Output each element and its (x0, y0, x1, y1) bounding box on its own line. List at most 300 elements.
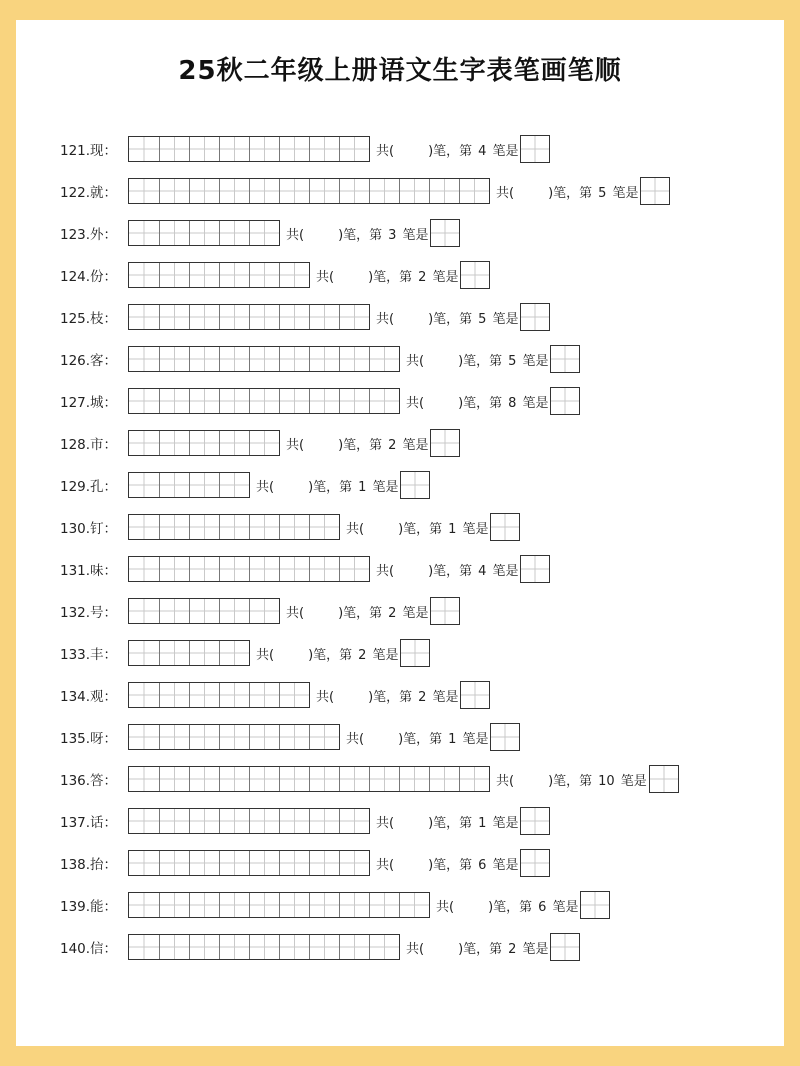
writing-cell[interactable] (339, 137, 369, 161)
writing-cell[interactable] (279, 557, 309, 581)
writing-cell[interactable] (339, 305, 369, 329)
total-suffix: )笔，第 (308, 479, 353, 495)
writing-cell[interactable] (159, 179, 189, 203)
writing-cell[interactable] (279, 347, 309, 371)
writing-cell[interactable] (189, 473, 219, 497)
writing-cell[interactable] (309, 389, 339, 413)
writing-cell[interactable] (129, 347, 159, 371)
total-prefix: 共( (316, 689, 335, 705)
stroke-number: 2 (418, 689, 427, 705)
writing-cell[interactable] (129, 893, 159, 917)
writing-cell[interactable] (129, 305, 159, 329)
writing-cell[interactable] (249, 221, 279, 245)
stroke-number: 5 (478, 311, 487, 327)
total-prefix: 共( (406, 353, 425, 369)
writing-cell[interactable] (129, 263, 159, 287)
stroke-order-grid[interactable] (128, 346, 400, 372)
writing-cell[interactable] (159, 683, 189, 707)
character-label: 122.就： (60, 185, 118, 201)
stroke-question (316, 266, 458, 285)
answer-box[interactable] (430, 429, 460, 457)
writing-cell[interactable] (129, 683, 159, 707)
writing-cell[interactable] (189, 137, 219, 161)
writing-cell[interactable] (129, 431, 159, 455)
writing-cell[interactable] (159, 347, 189, 371)
writing-cell[interactable] (279, 179, 309, 203)
writing-cell[interactable] (219, 221, 249, 245)
writing-cell[interactable] (159, 305, 189, 329)
writing-cell[interactable] (249, 305, 279, 329)
stroke-question (406, 392, 548, 411)
writing-cell[interactable] (219, 641, 249, 665)
total-prefix: 共( (376, 857, 395, 873)
character-label: 129.孔： (60, 479, 118, 495)
writing-cell[interactable] (279, 893, 309, 917)
character-list (60, 128, 679, 968)
stroke-suffix: 笔是 (462, 731, 489, 747)
writing-cell[interactable] (309, 515, 339, 539)
stroke-order-grid[interactable] (128, 766, 490, 792)
answer-box[interactable] (640, 177, 670, 205)
stroke-order-grid[interactable] (128, 934, 400, 960)
stroke-order-grid[interactable] (128, 388, 400, 414)
writing-cell[interactable] (249, 767, 279, 791)
writing-cell[interactable] (129, 389, 159, 413)
writing-cell[interactable] (369, 893, 399, 917)
writing-cell[interactable] (129, 473, 159, 497)
writing-cell[interactable] (219, 767, 249, 791)
writing-cell[interactable] (369, 935, 399, 959)
writing-cell[interactable] (339, 347, 369, 371)
stroke-suffix: 笔是 (522, 353, 549, 369)
answer-box[interactable] (580, 891, 610, 919)
stroke-question (286, 434, 428, 453)
writing-cell[interactable] (189, 431, 219, 455)
writing-cell[interactable] (159, 557, 189, 581)
answer-box[interactable] (520, 555, 550, 583)
writing-cell[interactable] (279, 389, 309, 413)
total-suffix: )笔，第 (428, 311, 473, 327)
total-suffix: )笔，第 (548, 773, 593, 789)
writing-cell[interactable] (189, 641, 219, 665)
writing-cell[interactable] (159, 809, 189, 833)
total-prefix: 共( (376, 311, 395, 327)
writing-cell[interactable] (309, 347, 339, 371)
writing-cell[interactable] (189, 179, 219, 203)
answer-box[interactable] (460, 261, 490, 289)
stroke-suffix: 笔是 (492, 311, 519, 327)
answer-box[interactable] (550, 345, 580, 373)
stroke-order-grid[interactable] (128, 430, 280, 456)
writing-cell[interactable] (249, 389, 279, 413)
character-row (60, 800, 679, 842)
writing-cell[interactable] (339, 557, 369, 581)
answer-box[interactable] (400, 639, 430, 667)
writing-cell[interactable] (339, 809, 369, 833)
writing-cell[interactable] (189, 683, 219, 707)
page-title: 25秋二年级上册语文生字表笔画笔顺 (178, 56, 622, 86)
writing-cell[interactable] (459, 179, 489, 203)
stroke-question (496, 182, 638, 201)
total-prefix: 共( (286, 437, 305, 453)
writing-cell[interactable] (219, 137, 249, 161)
total-suffix: )笔，第 (458, 395, 503, 411)
answer-box[interactable] (520, 807, 550, 835)
writing-cell[interactable] (219, 851, 249, 875)
writing-cell[interactable] (279, 725, 309, 749)
writing-cell[interactable] (249, 557, 279, 581)
stroke-order-grid[interactable] (128, 178, 490, 204)
answer-box[interactable] (430, 597, 460, 625)
writing-cell[interactable] (219, 389, 249, 413)
character-row (60, 380, 679, 422)
writing-cell[interactable] (129, 599, 159, 623)
writing-cell[interactable] (129, 767, 159, 791)
stroke-order-grid[interactable] (128, 850, 370, 876)
stroke-question (346, 728, 488, 747)
total-suffix: )笔，第 (368, 689, 413, 705)
total-suffix: )笔，第 (428, 857, 473, 873)
writing-cell[interactable] (159, 221, 189, 245)
writing-cell[interactable] (129, 557, 159, 581)
writing-cell[interactable] (399, 893, 429, 917)
writing-cell[interactable] (189, 725, 219, 749)
stroke-suffix: 笔是 (402, 437, 429, 453)
writing-cell[interactable] (339, 389, 369, 413)
writing-cell[interactable] (279, 935, 309, 959)
writing-cell[interactable] (339, 179, 369, 203)
writing-cell[interactable] (189, 851, 219, 875)
writing-cell[interactable] (339, 893, 369, 917)
writing-cell[interactable] (309, 725, 339, 749)
stroke-number: 2 (418, 269, 427, 285)
writing-cell[interactable] (189, 305, 219, 329)
total-suffix: )笔，第 (338, 227, 383, 243)
writing-cell[interactable] (189, 221, 219, 245)
writing-cell[interactable] (249, 179, 279, 203)
character-row (60, 170, 679, 212)
writing-cell[interactable] (219, 431, 249, 455)
writing-cell[interactable] (189, 599, 219, 623)
stroke-number: 8 (508, 395, 517, 411)
answer-box[interactable] (550, 933, 580, 961)
writing-cell[interactable] (249, 431, 279, 455)
stroke-suffix: 笔是 (432, 269, 459, 285)
writing-cell[interactable] (129, 641, 159, 665)
writing-cell[interactable] (219, 305, 249, 329)
writing-cell[interactable] (189, 263, 219, 287)
total-prefix: 共( (346, 521, 365, 537)
total-prefix: 共( (376, 815, 395, 831)
stroke-order-grid[interactable] (128, 808, 370, 834)
total-suffix: )笔，第 (428, 143, 473, 159)
writing-cell[interactable] (219, 557, 249, 581)
stroke-suffix: 笔是 (492, 815, 519, 831)
writing-cell[interactable] (129, 137, 159, 161)
character-label: 124.份： (60, 269, 118, 285)
writing-cell[interactable] (159, 935, 189, 959)
writing-cell[interactable] (279, 683, 309, 707)
writing-cell[interactable] (189, 767, 219, 791)
stroke-order-grid[interactable] (128, 892, 430, 918)
writing-cell[interactable] (249, 725, 279, 749)
writing-cell[interactable] (279, 137, 309, 161)
stroke-order-grid[interactable] (128, 514, 340, 540)
total-suffix: )笔，第 (368, 269, 413, 285)
character-row (60, 842, 679, 884)
writing-cell[interactable] (219, 683, 249, 707)
writing-cell[interactable] (159, 641, 189, 665)
writing-cell[interactable] (159, 473, 189, 497)
writing-cell[interactable] (309, 179, 339, 203)
writing-cell[interactable] (219, 515, 249, 539)
writing-cell[interactable] (189, 809, 219, 833)
character-row (60, 548, 679, 590)
writing-cell[interactable] (459, 767, 489, 791)
stroke-number: 5 (508, 353, 517, 369)
stroke-number: 10 (598, 773, 615, 789)
writing-cell[interactable] (219, 809, 249, 833)
writing-cell[interactable] (189, 893, 219, 917)
writing-cell[interactable] (219, 347, 249, 371)
stroke-question (496, 770, 647, 789)
answer-box[interactable] (460, 681, 490, 709)
character-label: 139.能： (60, 899, 118, 915)
answer-box[interactable] (490, 723, 520, 751)
stroke-number: 5 (598, 185, 607, 201)
writing-cell[interactable] (129, 851, 159, 875)
writing-cell[interactable] (309, 137, 339, 161)
total-suffix: )笔，第 (308, 647, 353, 663)
total-prefix: 共( (496, 773, 515, 789)
character-label: 136.答： (60, 773, 118, 789)
writing-cell[interactable] (279, 263, 309, 287)
writing-cell[interactable] (429, 179, 459, 203)
stroke-order-grid[interactable] (128, 136, 370, 162)
total-suffix: )笔，第 (398, 521, 443, 537)
writing-cell[interactable] (249, 683, 279, 707)
writing-cell[interactable] (219, 935, 249, 959)
writing-cell[interactable] (159, 263, 189, 287)
stroke-number: 4 (478, 143, 487, 159)
character-row (60, 590, 679, 632)
character-label: 121.现： (60, 143, 118, 159)
writing-cell[interactable] (159, 515, 189, 539)
total-prefix: 共( (256, 479, 275, 495)
total-prefix: 共( (316, 269, 335, 285)
character-label: 132.号： (60, 605, 118, 621)
stroke-number: 2 (508, 941, 517, 957)
stroke-suffix: 笔是 (522, 941, 549, 957)
character-row (60, 254, 679, 296)
writing-cell[interactable] (279, 851, 309, 875)
character-row (60, 716, 679, 758)
stroke-question (406, 350, 548, 369)
stroke-question (376, 812, 518, 831)
writing-cell[interactable] (159, 767, 189, 791)
stroke-question (376, 560, 518, 579)
stroke-order-grid[interactable] (128, 598, 280, 624)
writing-cell[interactable] (159, 599, 189, 623)
writing-cell[interactable] (309, 767, 339, 791)
writing-cell[interactable] (279, 809, 309, 833)
writing-cell[interactable] (219, 263, 249, 287)
total-prefix: 共( (286, 227, 305, 243)
writing-cell[interactable] (249, 263, 279, 287)
writing-cell[interactable] (309, 851, 339, 875)
character-label: 127.城： (60, 395, 118, 411)
stroke-order-grid[interactable] (128, 262, 310, 288)
answer-box[interactable] (430, 219, 460, 247)
writing-cell[interactable] (309, 305, 339, 329)
writing-cell[interactable] (129, 179, 159, 203)
writing-cell[interactable] (249, 599, 279, 623)
writing-cell[interactable] (369, 389, 399, 413)
writing-cell[interactable] (399, 179, 429, 203)
total-prefix: 共( (346, 731, 365, 747)
answer-box[interactable] (520, 303, 550, 331)
writing-cell[interactable] (369, 767, 399, 791)
character-row (60, 884, 679, 926)
stroke-order-grid[interactable] (128, 304, 370, 330)
character-label: 133.丰： (60, 647, 118, 663)
writing-cell[interactable] (189, 347, 219, 371)
stroke-question (286, 602, 428, 621)
stroke-order-grid[interactable] (128, 640, 250, 666)
character-row (60, 632, 679, 674)
writing-cell[interactable] (249, 809, 279, 833)
stroke-suffix: 笔是 (492, 143, 519, 159)
character-row (60, 212, 679, 254)
stroke-number: 2 (358, 647, 367, 663)
writing-cell[interactable] (129, 935, 159, 959)
total-suffix: )笔，第 (458, 353, 503, 369)
stroke-suffix: 笔是 (402, 605, 429, 621)
writing-cell[interactable] (129, 515, 159, 539)
writing-cell[interactable] (219, 599, 249, 623)
total-suffix: )笔，第 (398, 731, 443, 747)
stroke-order-grid[interactable] (128, 682, 310, 708)
writing-cell[interactable] (339, 767, 369, 791)
total-prefix: 共( (256, 647, 275, 663)
writing-cell[interactable] (309, 809, 339, 833)
writing-cell[interactable] (309, 893, 339, 917)
writing-cell[interactable] (369, 179, 399, 203)
stroke-question (406, 938, 548, 957)
writing-cell[interactable] (219, 473, 249, 497)
character-row (60, 464, 679, 506)
writing-cell[interactable] (249, 851, 279, 875)
stroke-number: 2 (388, 605, 397, 621)
writing-cell[interactable] (249, 515, 279, 539)
writing-cell[interactable] (249, 137, 279, 161)
writing-cell[interactable] (219, 179, 249, 203)
writing-cell[interactable] (129, 221, 159, 245)
writing-cell[interactable] (309, 935, 339, 959)
answer-box[interactable] (649, 765, 679, 793)
writing-cell[interactable] (219, 725, 249, 749)
writing-cell[interactable] (279, 515, 309, 539)
stroke-question (316, 686, 458, 705)
writing-cell[interactable] (189, 389, 219, 413)
stroke-order-grid[interactable] (128, 472, 250, 498)
writing-cell[interactable] (189, 935, 219, 959)
writing-cell[interactable] (159, 431, 189, 455)
stroke-suffix: 笔是 (372, 479, 399, 495)
writing-cell[interactable] (159, 725, 189, 749)
stroke-number: 3 (388, 227, 397, 243)
writing-cell[interactable] (189, 515, 219, 539)
stroke-suffix: 笔是 (522, 395, 549, 411)
writing-cell[interactable] (159, 389, 189, 413)
writing-cell[interactable] (159, 851, 189, 875)
total-suffix: )笔，第 (428, 563, 473, 579)
stroke-order-grid[interactable] (128, 556, 370, 582)
writing-cell[interactable] (399, 767, 429, 791)
total-suffix: )笔，第 (338, 605, 383, 621)
stroke-suffix: 笔是 (432, 689, 459, 705)
total-prefix: 共( (436, 899, 455, 915)
writing-cell[interactable] (339, 935, 369, 959)
stroke-number: 1 (448, 521, 457, 537)
writing-cell[interactable] (249, 347, 279, 371)
writing-cell[interactable] (309, 557, 339, 581)
stroke-number: 6 (538, 899, 547, 915)
writing-cell[interactable] (249, 935, 279, 959)
character-row (60, 296, 679, 338)
stroke-suffix: 笔是 (402, 227, 429, 243)
answer-box[interactable] (550, 387, 580, 415)
answer-box[interactable] (520, 135, 550, 163)
stroke-question (346, 518, 488, 537)
total-prefix: 共( (376, 563, 395, 579)
character-label: 128.市： (60, 437, 118, 453)
stroke-suffix: 笔是 (492, 563, 519, 579)
stroke-number: 2 (388, 437, 397, 453)
stroke-suffix: 笔是 (620, 773, 647, 789)
writing-cell[interactable] (249, 893, 279, 917)
character-row (60, 674, 679, 716)
stroke-suffix: 笔是 (462, 521, 489, 537)
answer-box[interactable] (520, 849, 550, 877)
writing-cell[interactable] (279, 305, 309, 329)
character-label: 140.信： (60, 941, 118, 957)
writing-cell[interactable] (279, 767, 309, 791)
stroke-suffix: 笔是 (372, 647, 399, 663)
writing-cell[interactable] (219, 893, 249, 917)
total-prefix: 共( (406, 941, 425, 957)
writing-cell[interactable] (129, 809, 159, 833)
writing-cell[interactable] (129, 725, 159, 749)
character-label: 126.客： (60, 353, 118, 369)
total-prefix: 共( (496, 185, 515, 201)
writing-cell[interactable] (369, 347, 399, 371)
answer-box[interactable] (490, 513, 520, 541)
stroke-order-grid[interactable] (128, 724, 340, 750)
stroke-question (376, 854, 518, 873)
writing-cell[interactable] (429, 767, 459, 791)
stroke-order-grid[interactable] (128, 220, 280, 246)
character-label: 131.味： (60, 563, 118, 579)
writing-cell[interactable] (189, 557, 219, 581)
stroke-question (376, 308, 518, 327)
writing-cell[interactable] (159, 137, 189, 161)
stroke-question (256, 476, 398, 495)
writing-cell[interactable] (159, 893, 189, 917)
answer-box[interactable] (400, 471, 430, 499)
writing-cell[interactable] (339, 851, 369, 875)
stroke-suffix: 笔是 (552, 899, 579, 915)
